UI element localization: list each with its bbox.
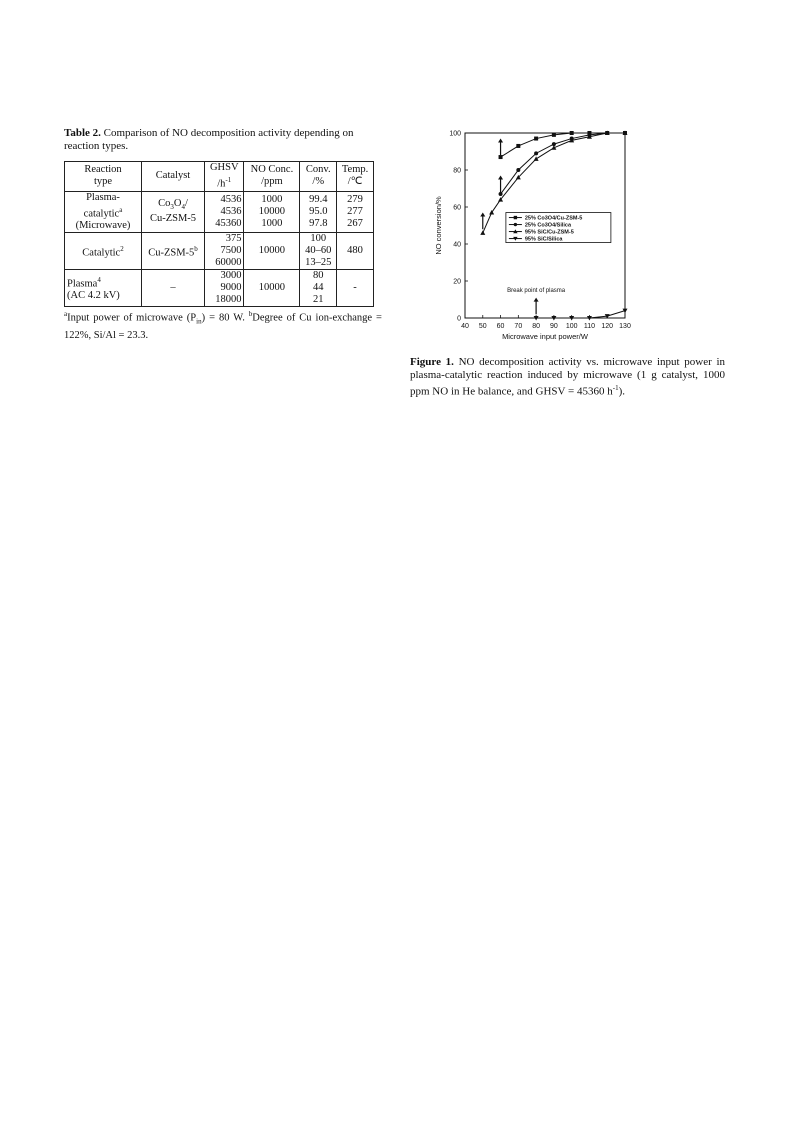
y-tick-label: 80: [453, 167, 461, 175]
table-caption-text: Comparison of NO decomposition activity depending on reaction types.: [64, 127, 354, 152]
data-point-series-2: [516, 168, 520, 172]
header-temp: Temp. /℃: [337, 162, 374, 192]
cell-no-conc: 1000 10000 1000: [244, 191, 300, 233]
table-block: [64, 127, 384, 342]
figure-caption: Figure 1. NO decomposition activity vs. microwave input power in plasma-catalytic reaction induced by microwave (1 g catalyst, 1000 ppm NO in He balance, and GHSV = 45360 $h^{-1}$).: [410, 356, 725, 398]
cell-catalyst: Cu-ZSM-5$^b$: [142, 233, 205, 270]
cell-temp: 480: [337, 233, 374, 270]
x-tick-label: 40: [461, 323, 469, 330]
header-ghsv: GHSV $/h^{-1}$: [205, 162, 244, 192]
cell-conv: 99.4 95.0 97.8: [300, 191, 337, 233]
figure-caption-label: Figure 1.: [410, 356, 454, 368]
cell-conv: 100 40–60 13–25: [300, 233, 337, 270]
y-tick-label: 0: [457, 315, 461, 323]
figure-block: [410, 125, 725, 399]
data-point-series-1: [499, 155, 503, 159]
cell-reaction: Plasma$^4$ (AC 4.2 kV): [65, 270, 142, 307]
legend-label: 25% Co3O4/Silica: [524, 222, 572, 229]
data-point-series-1: [534, 137, 538, 141]
cell-reaction: Catalytic$^2$: [65, 233, 142, 270]
x-tick-label: 50: [478, 323, 487, 330]
table-caption: [64, 127, 384, 153]
arrow-head: [534, 298, 539, 302]
table-row: [65, 191, 374, 233]
table-footnote: $^a$Input power of microwave $(P_{in}) = 80$ W. $^b$Degree of Cu ion-exchange = 122%, Si/Al = 23.3.: [64, 310, 382, 341]
data-point-series-1: [516, 144, 520, 148]
legend-marker: [514, 223, 517, 226]
cell-temp: 279 277 267: [337, 191, 374, 233]
y-tick-label: 40: [453, 241, 461, 249]
arrow-head: [480, 213, 485, 217]
x-tick-label: 90: [549, 323, 558, 330]
x-tick-label: 120: [601, 323, 614, 330]
data-point-series-1: [570, 131, 574, 135]
series-line-2: [501, 133, 625, 194]
x-axis-label: Microwave input power/W: [502, 332, 588, 341]
x-tick-label: 60: [496, 323, 505, 330]
cell-catalyst: –: [142, 270, 205, 307]
legend-label: 95% SiC/Silica: [524, 236, 563, 243]
legend-label: 25% Co3O4/Cu-ZSM-5: [524, 215, 583, 222]
y-tick-label: 60: [453, 204, 461, 212]
legend-marker: [514, 216, 517, 219]
table-row: [65, 270, 374, 307]
header-reaction-type: Reaction type: [65, 162, 142, 192]
table-header-row: [65, 162, 374, 192]
comparison-table: [64, 161, 374, 307]
cell-catalyst: $Co_3O_4/$ Cu-ZSM-5: [142, 191, 205, 233]
data-point-series-3: [534, 156, 539, 161]
x-tick-label: 80: [532, 323, 541, 330]
cell-ghsv: 4536 4536 45360: [205, 191, 244, 233]
data-point-series-2: [499, 192, 503, 196]
break-point-annotation: Break point of plasma: [507, 288, 566, 295]
data-point-series-3: [480, 230, 485, 235]
header-no-conc: NO Conc. /ppm: [244, 162, 300, 192]
conversion-chart: [410, 125, 640, 350]
x-tick-label: 130: [619, 323, 631, 330]
series-line-4: [536, 311, 625, 318]
x-tick-label: 110: [583, 323, 596, 330]
cell-conv: 80 44 21: [300, 270, 337, 307]
y-tick-label: 100: [449, 130, 461, 138]
cell-no-conc: 10000: [244, 233, 300, 270]
cell-temp: -: [337, 270, 374, 307]
cell-reaction: Plasma- catalytic$^a$ (Microwave): [65, 191, 142, 233]
cell-ghsv: 375 7500 60000: [205, 233, 244, 270]
legend-label: 95% SiC/Cu-ZSM-5: [524, 229, 574, 236]
data-point-series-2: [534, 151, 538, 155]
cell-no-conc: 10000: [244, 270, 300, 307]
y-tick-label: 20: [453, 278, 461, 286]
x-tick-label: 70: [514, 323, 523, 330]
table-row: [65, 233, 374, 270]
data-point-series-1: [552, 133, 556, 137]
header-catalyst: Catalyst: [142, 162, 205, 192]
arrow-head: [498, 139, 503, 143]
cell-ghsv: 3000 9000 18000: [205, 270, 244, 307]
x-tick-label: 100: [565, 323, 578, 330]
header-conv: Conv. /%: [300, 162, 337, 192]
y-axis-label: NO conversion/%: [434, 196, 443, 255]
table-caption-label: Table 2.: [64, 127, 101, 139]
arrow-head: [498, 176, 503, 180]
